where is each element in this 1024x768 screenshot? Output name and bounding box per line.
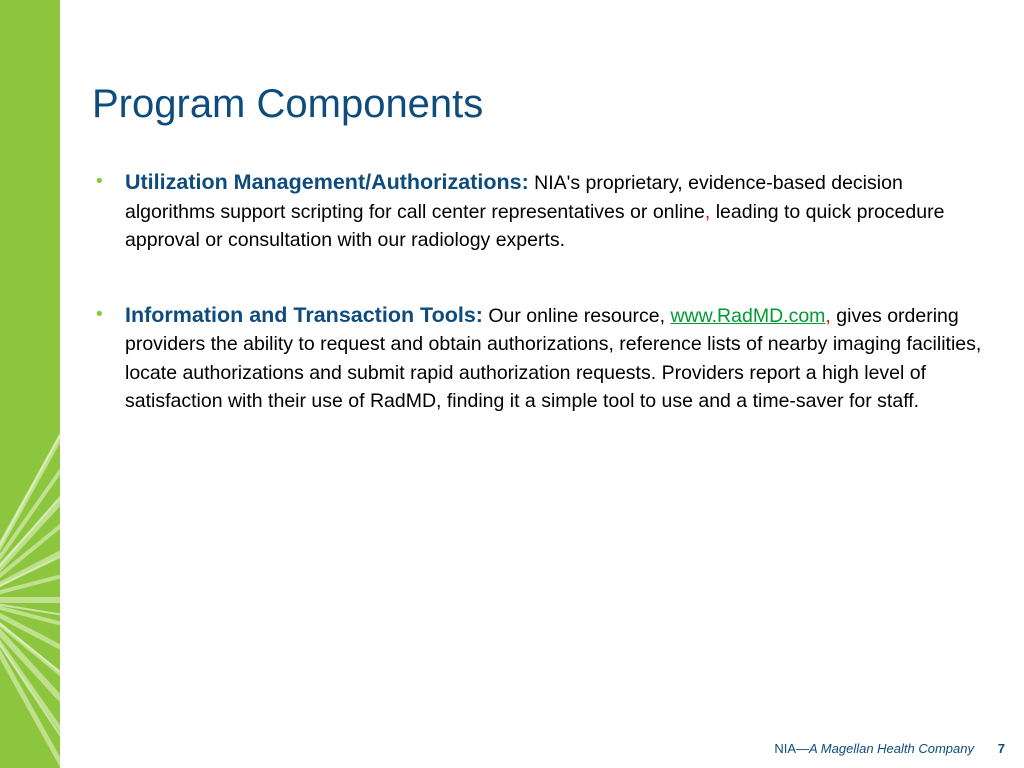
page-number: 7 (997, 741, 1005, 756)
bullet-text-continued: gives ordering providers the ability to request and obtain authorizations, reference lists of nearby imaging facilities, locate authorizations and submit rapid authorization requests. Providers report a high level of satisfaction with their use of RadMD, finding it a simple tool to use and a time-saver for staff. (125, 304, 982, 412)
bullet-list (92, 168, 992, 416)
accent-comma: , (704, 200, 711, 223)
footer-company (774, 741, 974, 756)
sunburst-decoration-icon (0, 0, 60, 768)
bullet-heading: Utilization Management/Authorizations: (125, 170, 529, 194)
footer-company-prefix: NIA— (774, 741, 809, 756)
bullet-text-continued: leading to quick procedure approval or consultation with our radiology experts. (125, 200, 945, 251)
bullet-utilization-management (92, 168, 992, 255)
bullet-information-tools (92, 301, 992, 416)
accent-comma: , (825, 304, 831, 327)
footer-company-name: A Magellan Health Company (809, 741, 974, 756)
slide-title: Program Components (92, 82, 484, 126)
radmd-link[interactable]: www.RadMD.com (670, 304, 826, 327)
bullet-text: NIA's proprietary, evidence-based decision algorithms support scripting for call center representatives or online (125, 172, 903, 223)
green-sidebar (0, 0, 60, 768)
bullet-text: Our online resource, (482, 304, 671, 327)
bullet-dot-icon: • (96, 171, 103, 192)
bullet-heading: Information and Transaction Tools: (125, 302, 483, 327)
bullet-dot-icon: • (96, 303, 103, 325)
